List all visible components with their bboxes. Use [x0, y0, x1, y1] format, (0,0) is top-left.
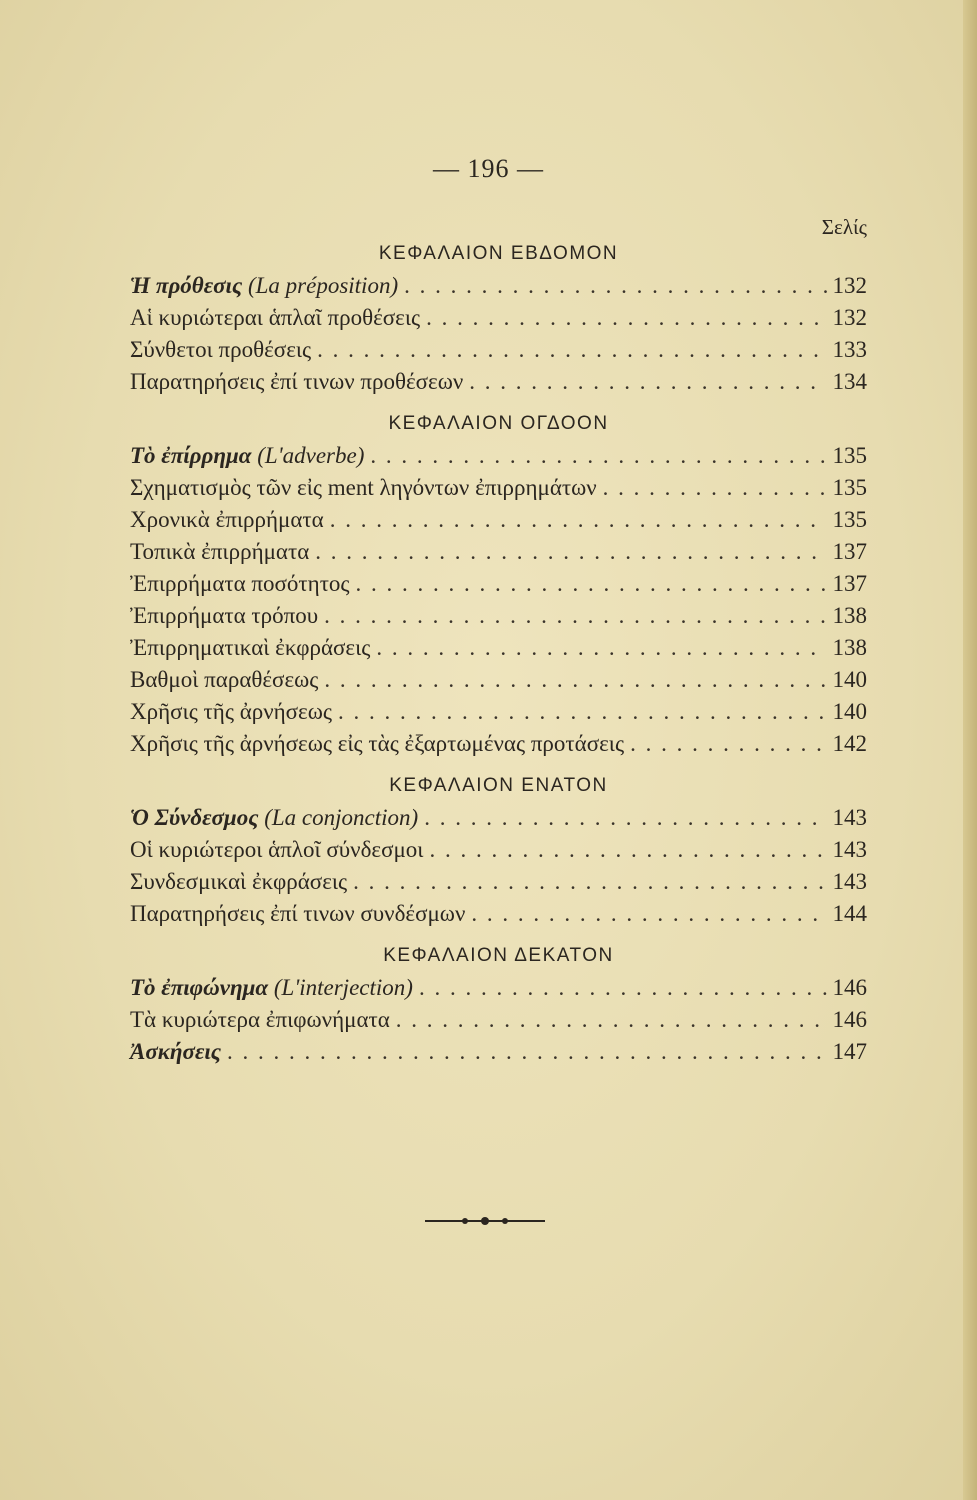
toc-entry-page: 138 — [832, 635, 867, 660]
dot-leader — [424, 802, 826, 834]
dot-leader — [396, 1004, 827, 1036]
toc-entry-title — [130, 440, 364, 472]
toc-entry-title-text: Παρατηρήσεις ἐπί τινων προθέσεων — [130, 369, 464, 394]
dot-leader — [353, 866, 826, 898]
toc-entry-page: 147 — [832, 1039, 867, 1064]
toc-entry-title-text: Συνδεσμικαὶ ἐκφράσεις — [130, 869, 348, 894]
toc-entry-page: 142 — [832, 731, 867, 756]
toc-entry-title-text: Χρονικὰ ἐπιρρήματα — [130, 507, 324, 532]
dot-leader — [630, 728, 826, 760]
toc-entry-subtitle: (La conjonction) — [264, 805, 419, 830]
toc-entry-title — [130, 802, 418, 834]
toc-entry-title-text: Ἐπιρρηματικαὶ ἐκφράσεις — [130, 635, 371, 660]
toc-entry-page: 133 — [832, 337, 867, 362]
toc-entry-subtitle: (La préposition) — [247, 273, 399, 298]
toc-entry-title — [130, 302, 420, 334]
chapter-heading: ΚΕΦΑΛΑΙΟΝ ΕΒΔΟΜΟΝ — [378, 243, 619, 264]
toc-entry-page: 134 — [832, 369, 867, 394]
toc-entry-title-text: Ἀσκήσεις — [130, 1039, 222, 1064]
toc-entry — [130, 802, 867, 834]
toc-entry-title-text: Ἐπιρρήματα ποσότητος — [130, 571, 350, 596]
toc-entry — [130, 664, 867, 696]
toc-entry-page: 137 — [832, 539, 867, 564]
dot-leader — [376, 632, 826, 664]
toc-entry — [130, 728, 867, 760]
toc-entry — [130, 972, 867, 1004]
chapter-heading: ΚΕΦΑΛΑΙΟΝ ΕΝΑΤΟΝ — [389, 775, 608, 796]
dot-leader — [426, 302, 826, 334]
toc-entry — [130, 568, 867, 600]
page-column-header: Σελίς — [821, 215, 867, 239]
toc-entry — [130, 536, 867, 568]
toc-entry-title — [130, 504, 324, 536]
toc-entry-title-text: Παρατηρήσεις ἐπί τινων συνδέσμων — [130, 901, 466, 926]
toc-entry-page: 144 — [832, 901, 867, 926]
toc-entry-title — [130, 1004, 390, 1036]
toc-entry-title — [130, 866, 347, 898]
dot-leader — [419, 972, 827, 1004]
toc-entry-title — [130, 366, 463, 398]
toc-entry-title-text: Σχηματισμὸς τῶν εἰς ment ληγόντων ἐπιρρημάτων — [130, 475, 597, 500]
toc-entry — [130, 504, 867, 536]
toc-entry-page: 138 — [832, 603, 867, 628]
toc-entry-title-text: Τὰ κυριώτερα ἐπιφωνήματα — [130, 1007, 390, 1032]
toc-entry-title-text: Οἱ κυριώτεροι ἁπλοῖ σύνδεσμοι — [130, 837, 424, 862]
toc-entry — [130, 696, 867, 728]
toc-entry-title — [130, 696, 332, 728]
toc-entry-title-text: Ὁ Σύνδεσμος — [130, 805, 259, 830]
dot-leader — [370, 440, 826, 472]
toc-entry — [130, 600, 867, 632]
dot-leader — [324, 600, 826, 632]
toc-entry-title — [130, 834, 424, 866]
toc-entry — [130, 834, 867, 866]
toc-entry — [130, 1036, 867, 1068]
toc-entry-title-text: Χρῆσις τῆς ἀρνήσεως εἰς τὰς ἐξαρτωμένας προτάσεις — [130, 731, 625, 756]
dot-leader — [430, 834, 827, 866]
toc-entry-title-text: Ἡ πρόθεσις — [130, 273, 243, 298]
toc-entry — [130, 440, 867, 472]
toc-entry — [130, 1004, 867, 1036]
toc-entry-title — [130, 632, 370, 664]
toc-entry-title-text: Τὸ ἐπιφώνημα — [130, 975, 269, 1000]
toc-entry-title — [130, 568, 350, 600]
dot-leader — [404, 270, 826, 302]
toc-entry — [130, 366, 867, 398]
toc-entry-page: 143 — [832, 805, 867, 830]
toc-entry-title — [130, 472, 597, 504]
toc-entry-page: 132 — [832, 273, 867, 298]
dot-leader — [315, 536, 826, 568]
toc-entry-title — [130, 536, 309, 568]
toc-entry-page: 135 — [832, 507, 867, 532]
toc-entry — [130, 472, 867, 504]
toc-entry-title — [130, 728, 624, 760]
toc-entry-title — [130, 1036, 221, 1068]
toc-entry-title — [130, 334, 311, 366]
toc-entry-title — [130, 898, 465, 930]
dot-leader — [338, 696, 827, 728]
toc-entry-subtitle: (L'adverbe) — [257, 443, 365, 468]
chapter-heading: ΚΕΦΑΛΑΙΟΝ ΔΕΚΑΤΟΝ — [383, 945, 614, 966]
toc-entry-title — [130, 664, 318, 696]
toc-entry — [130, 866, 867, 898]
toc-entry-page: 143 — [832, 869, 867, 894]
toc-entry-title-text: Τοπικὰ ἐπιρρήματα — [130, 539, 310, 564]
toc-entry-page: 137 — [832, 571, 867, 596]
toc-entry — [130, 632, 867, 664]
toc-entry-page: 140 — [832, 667, 867, 692]
dot-leader — [603, 472, 827, 504]
table-of-contents — [130, 238, 867, 1068]
toc-entry-page: 135 — [832, 475, 867, 500]
end-ornament — [425, 1215, 545, 1227]
toc-entry-title-text: Σύνθετοι προθέσεις — [130, 337, 312, 362]
toc-entry-title-text: Βαθμοὶ παραθέσεως — [130, 667, 319, 692]
toc-entry — [130, 334, 867, 366]
toc-entry-title-text: Χρῆσις τῆς ἀρνήσεως — [130, 699, 332, 724]
toc-entry-page: 143 — [832, 837, 867, 862]
dot-leader — [469, 366, 826, 398]
page-edge — [963, 0, 977, 1500]
toc-entry-title-text: Αἱ κυριώτεραι ἁπλαῖ προθέσεις — [130, 305, 421, 330]
page-number: — 196 — — [433, 154, 544, 183]
toc-entry-subtitle: (L'interjection) — [273, 975, 413, 1000]
toc-entry — [130, 270, 867, 302]
dot-leader — [317, 334, 826, 366]
toc-entry-page: 140 — [832, 699, 867, 724]
toc-entry — [130, 898, 867, 930]
toc-entry-page: 146 — [832, 975, 867, 1000]
chapter-heading: ΚΕΦΑΛΑΙΟΝ ΟΓΔΟΟΝ — [388, 413, 609, 434]
dot-leader — [227, 1036, 826, 1068]
dot-leader — [356, 568, 827, 600]
toc-entry-title — [130, 972, 413, 1004]
toc-entry-title — [130, 270, 398, 302]
toc-entry-page: 146 — [832, 1007, 867, 1032]
toc-entry-page: 132 — [832, 305, 867, 330]
toc-entry-title-text: Ἐπιρρήματα τρόπου — [130, 603, 319, 628]
toc-entry — [130, 302, 867, 334]
dot-leader — [324, 664, 826, 696]
toc-entry-page: 135 — [832, 443, 867, 468]
toc-entry-title-text: Τὸ ἐπίρρημα — [130, 443, 252, 468]
dot-leader — [471, 898, 826, 930]
toc-entry-title — [130, 600, 318, 632]
dot-leader — [330, 504, 827, 536]
